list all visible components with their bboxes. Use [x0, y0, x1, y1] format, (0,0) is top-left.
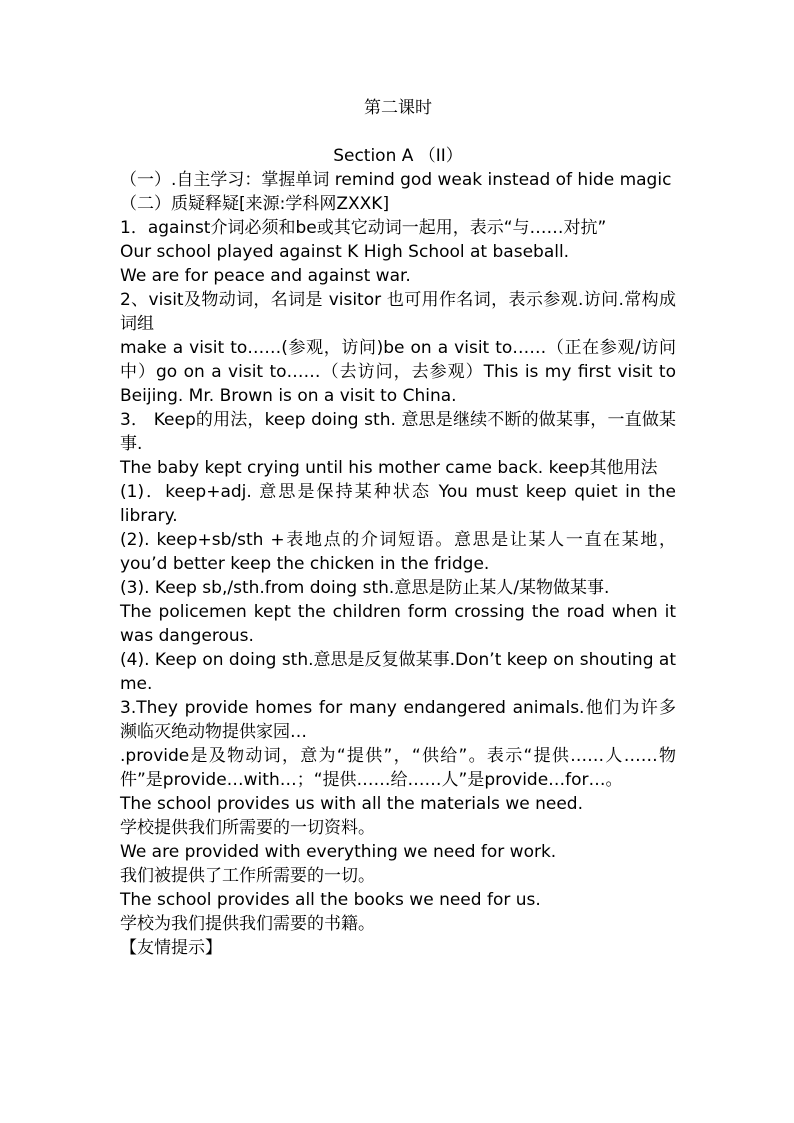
paragraph: （一）.自主学习：掌握单词 remind god weak instead of hide magic [120, 170, 672, 190]
document-body [120, 96, 676, 960]
paragraph: (3). Keep sb,/sth.from doing sth.意思是防止某人/某物做某事. [120, 578, 610, 598]
paragraph: 我们被提供了工作所需要的一切。 [120, 866, 375, 886]
paragraph: The school provides all the books we need for us. [120, 890, 541, 910]
paragraph: (4). Keep on doing sth.意思是反复做某事.Don’t keep on shouting at me. [120, 650, 676, 694]
paragraph: The policemen kept the children form crossing the road when it was dangerous. [120, 602, 676, 646]
paragraph: 学校为我们提供我们需要的书籍。 [120, 914, 375, 934]
section-heading: Section A （II） [333, 146, 463, 166]
paragraph: (2). keep+sb/sth +表地点的介词短语。意思是让某人一直在某地，you’d better keep the chicken in the fridge. [120, 530, 676, 574]
paragraph: Our school played against K High School at baseball. [120, 242, 570, 262]
page-title: 第二课时 [364, 98, 432, 118]
paragraph: 学校提供我们所需要的一切资料。 [120, 818, 375, 838]
paragraph: (1)．keep+adj. 意思是保持某种状态 You must keep quiet in the library. [120, 482, 676, 526]
paragraph: We are for peace and against war. [120, 266, 411, 286]
paragraph: .provide是及物动词，意为“提供”，“供给”。表示“提供……人……物件”是provide…with…；“提供……给……人”是provide…for…。 [120, 746, 676, 790]
paragraph: （二）质疑释疑[来源:学科网ZXXK] [120, 194, 390, 214]
paragraph: 2、visit及物动词，名词是 visitor 也可用作名词，表示参观.访问.常构成词组 [120, 290, 676, 334]
paragraph: 3.They provide homes for many endangered animals.他们为许多濒临灭绝动物提供家园… [120, 698, 676, 742]
paragraph: The baby kept crying until his mother came back. keep其他用法 [120, 458, 658, 478]
paragraph: make a visit to……(参观，访问)be on a visit to……（正在参观/访问中）go on a visit to……（去访问，去参观）This is my first visit to Beijing. Mr. Brown is on a visit to China. [120, 338, 676, 406]
paragraph: The school provides us with all the materials we need. [120, 794, 583, 814]
paragraph: We are provided with everything we need for work. [120, 842, 557, 862]
paragraph: 1．against介词必须和be或其它动词一起用，表示“与……对抗” [120, 218, 607, 238]
paragraph: 【友情提示】 [120, 938, 222, 958]
paragraph: 3． Keep的用法，keep doing sth. 意思是继续不断的做某事，一直做某事. [120, 410, 676, 454]
